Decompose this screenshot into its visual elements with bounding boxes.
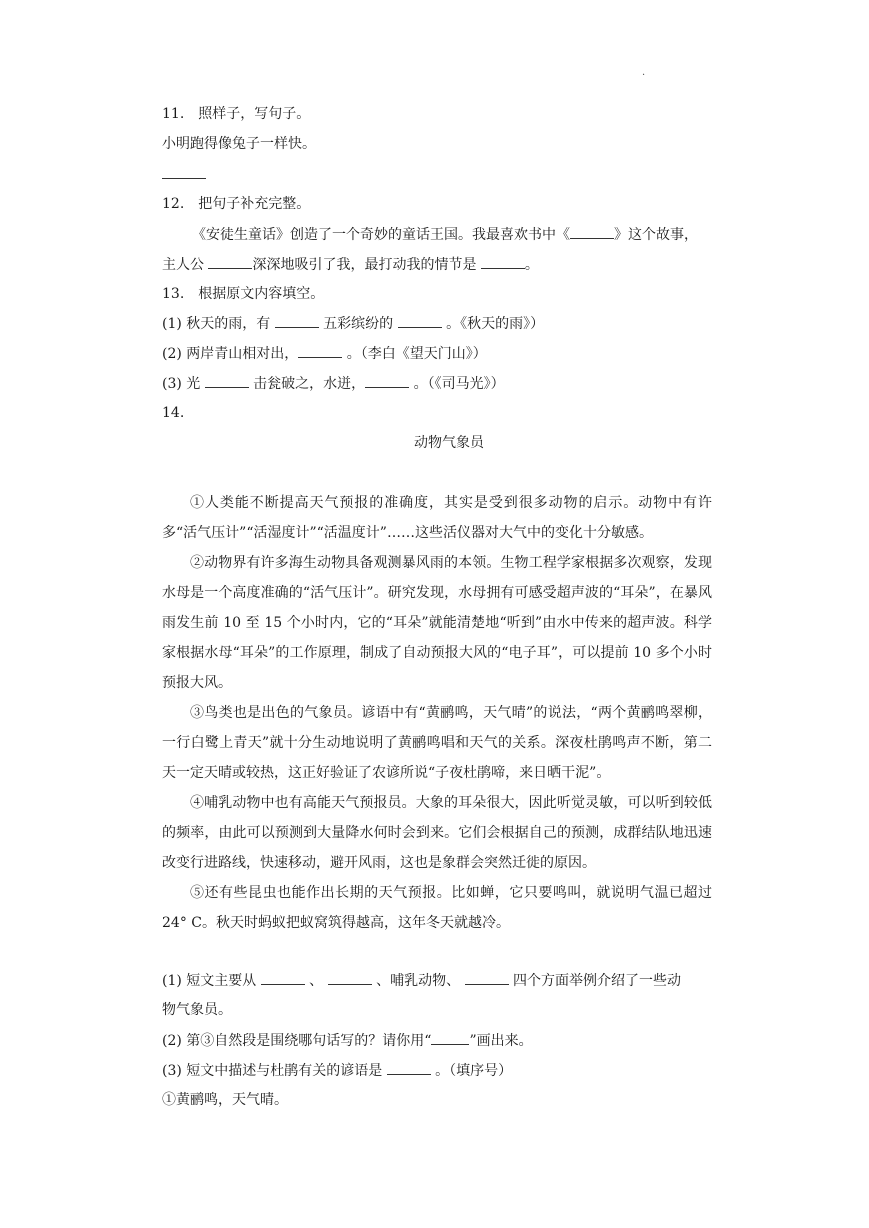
q12-line1-text-b: 》这个故事， <box>614 227 698 243</box>
answer-blank[interactable] <box>328 970 372 985</box>
q14-label: 14. <box>162 405 185 421</box>
answer-blank[interactable] <box>275 313 319 328</box>
q13-item1-text-b: 五彩缤纷的 <box>318 316 398 332</box>
q14-option-1: ①黄鹂鸣，天气晴。 <box>162 1092 288 1108</box>
q12-label: 12. 把句子补充完整。 <box>162 196 311 212</box>
q12-line2-text-b: 深深地吸引了我，最打动我的情节是 <box>252 257 481 273</box>
q11-label: 11. 照样子，写句子。 <box>162 106 311 122</box>
q13-label: 13. 根据原文内容填空。 <box>162 286 325 302</box>
q14-sub1-line2: 物气象员。 <box>162 1002 232 1018</box>
q13-item2-text-b: 。（李白《望天门山》） <box>342 346 487 362</box>
answer-blank[interactable] <box>431 1030 469 1045</box>
q13-item2 <box>162 343 487 364</box>
answer-blank[interactable] <box>208 254 252 269</box>
q11-answer-line[interactable] <box>162 164 206 185</box>
q11-example: 小明跑得像兔子一样快。 <box>162 136 316 152</box>
page-marker: · <box>642 70 646 81</box>
q12-line2-text-c: 。 <box>524 257 539 273</box>
q14-sub2 <box>162 1030 533 1051</box>
answer-blank[interactable] <box>570 224 614 239</box>
answer-blank[interactable] <box>205 373 249 388</box>
passage-paragraph-3: ③鸟类也是出色的气象员。谚语中有“黄鹂鸣，天气晴”的说法，“两个黄鹂鸣翠柳，一行白鹭上青天”就十分生动地说明了黄鹂鸣唱和天气的关系。深夜杜鹃鸣声不断，第二天一定天晴或较热，这正好验证了农谚所说“子夜杜鹃啼，来日晒干泥”。 <box>162 705 712 781</box>
q14-sub1-line1 <box>162 970 681 991</box>
answer-blank[interactable] <box>162 164 206 179</box>
q14-sub3 <box>162 1060 512 1081</box>
q14-sub2-text-a: (2) 第③自然段是围绕哪句话写的？请你用“ <box>162 1033 432 1049</box>
passage-paragraph-2: ②动物界有许多海生动物具备观测暴风雨的本领。生物工程学家根据多次观察，发现水母是一个高度准确的“活气压计”。研究发现，水母拥有可感受超声波的“耳朵”，在暴风雨发生前 10 至 15 个小时内，它的“耳朵”就能清楚地“听到”由水中传来的超声波。科学家根据水母“耳朵”的工作原理，制成了自动预报大风的“电子耳”，可以提前 10 多个小时预报大风。 <box>162 555 712 691</box>
q12-line2-text-a: 主人公 <box>162 257 209 273</box>
q13-item3 <box>162 373 505 394</box>
q13-item3-text-c: 。（《司马光》） <box>409 376 505 392</box>
q14-sub3-text-b: 。（填序号） <box>430 1063 513 1079</box>
answer-blank[interactable] <box>481 254 525 269</box>
answer-blank[interactable] <box>365 373 409 388</box>
q12-line2 <box>162 254 539 275</box>
q14-sub1-text-c: 、哺乳动物、 <box>371 973 465 989</box>
q14-sub1-text-d: 四个方面举例介绍了一些动 <box>508 973 681 989</box>
q13-item3-text-a: (3) 光 <box>162 376 205 392</box>
q14-sub1-text-a: (1) 短文主要从 <box>162 973 261 989</box>
q12-line1-text-a: 《安徒生童话》创造了一个奇妙的童话王国。我最喜欢书中《 <box>192 227 570 243</box>
answer-blank[interactable] <box>398 313 442 328</box>
passage-paragraph-5: ⑤还有些昆虫也能作出长期的天气预报。比如蝉，它只要鸣叫，就说明气温已超过 24° C。秋天时蚂蚁把蚁窝筑得越高，这年冬天就越冷。 <box>162 885 712 931</box>
answer-blank[interactable] <box>387 1060 431 1075</box>
q14-sub3-text-a: (3) 短文中描述与杜鹃有关的谚语是 <box>162 1063 387 1079</box>
q13-item1-text-c: 。《秋天的雨》） <box>441 316 545 332</box>
passage-title: 动物气象员 <box>414 435 484 451</box>
q14-sub2-text-b: ”画出来。 <box>469 1033 533 1049</box>
q14-sub1-text-b: 、 <box>304 973 328 989</box>
answer-blank[interactable] <box>298 343 342 358</box>
q12-line1 <box>192 224 698 245</box>
q13-item2-text-a: (2) 两岸青山相对出， <box>162 346 299 362</box>
q13-item1 <box>162 313 544 334</box>
passage-paragraph-1: ①人类能不断提高天气预报的准确度，其实是受到很多动物的启示。动物中有许多“活气压计”“活湿度计”“活温度计”……这些活仪器对大气中的变化十分敏感。 <box>162 495 712 541</box>
q13-item3-text-b: 击瓮破之，水迸， <box>248 376 366 392</box>
answer-blank[interactable] <box>261 970 305 985</box>
q13-item1-text-a: (1) 秋天的雨，有 <box>162 316 275 332</box>
answer-blank[interactable] <box>465 970 509 985</box>
passage-body <box>162 488 712 938</box>
passage-paragraph-4: ④哺乳动物中也有高能天气预报员。大象的耳朵很大，因此听觉灵敏，可以听到较低的频率，由此可以预测到大量降水何时会到来。它们会根据自己的预测，成群结队地迅速改变行进路线，快速移动，避开风雨，这也是象群会突然迁徙的原因。 <box>162 795 712 871</box>
